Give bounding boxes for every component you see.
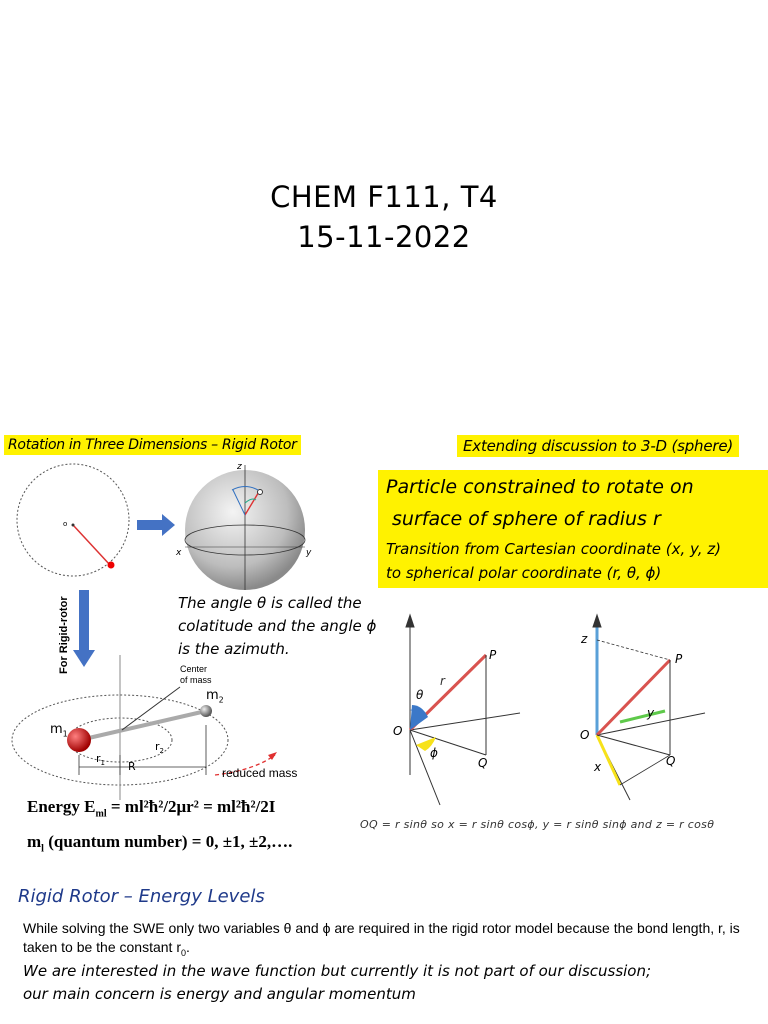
heading-rigid-rotor: Rotation in Three Dimensions – Rigid Rotor [4,435,301,455]
vertical-rigid-rotor-label: For Rigid-rotor [58,596,70,674]
arrow-right-icon [137,514,175,536]
wave-function-note-2: our main concern is energy and angular momentum [23,985,416,1003]
sphere-diagram [185,465,305,590]
diag2-y: y [647,706,655,720]
box-line-4: to spherical polar coordinate (r, θ, ϕ) [386,564,662,582]
slide-title: CHEM F111, T4 [270,180,498,214]
diag2-o: O [580,728,590,742]
diag1-r: r [440,674,445,688]
box-line-3: Transition from Cartesian coordinate (x, y, z) [386,540,722,558]
diag1-theta: θ [416,688,424,702]
diag1-phi: ϕ [430,746,438,760]
sphere-z-label: z [237,462,242,472]
m2-label: $m_2$ [206,688,224,705]
swe-paragraph: While solving the SWE only two variables θ and ϕ are required in the rigid rotor model because the bond length, r, is taken to be the constant $r_0$. [23,920,740,958]
coordinate-diagram-1 [406,615,520,805]
angle-note-2: colatitude and the angle ϕ [178,617,377,635]
slide-date: 15-11-2022 [297,220,471,254]
sphere-x-label: x [176,548,182,558]
big-r-label: R [128,760,136,773]
quantum-number-line: $m_l$ (quantum number) = 0, ±1, ±2,…. [27,832,293,855]
diag1-p: P [489,648,497,662]
box-line-2: surface of sphere of radius r [392,508,661,530]
angle-note-1: The angle θ is called the [178,594,362,612]
m1-label: $m_1$ [50,722,68,739]
diag2-z: z [581,632,588,646]
center-of-mass-label: Center of mass [180,664,212,685]
rigid-rotor-diagrams [0,455,768,855]
reduced-mass-label: reduced mass [222,766,298,780]
arrow-down-icon [73,590,95,667]
origin-label-o: o [63,520,68,528]
diag2-x: x [594,760,602,774]
diag1-o: O [393,724,403,738]
r2-label: $r_2$ [155,740,164,756]
box-line-1: Particle constrained to rotate on [386,476,694,498]
sphere-y-label: y [306,548,312,558]
angle-note-3: is the azimuth. [178,640,290,658]
circle-2d-diagram [17,464,129,576]
diag2-q: Q [666,754,676,768]
oq-equation: OQ = r sinθ so x = r sinθ cosϕ, y = r sinθ sinϕ and z = r cosθ [360,818,715,831]
energy-formula: Energy $E_{ml}$ = ml²ħ²/2μr² = ml²ħ²/2I [27,797,276,820]
energy-levels-heading: Rigid Rotor – Energy Levels [18,886,265,907]
diag1-q: Q [478,756,488,770]
wave-function-note-1: We are interested in the wave function but currently it is not part of our discussion; [23,962,652,980]
diag2-p: P [675,652,683,666]
r1-label: $r_1$ [96,752,105,768]
heading-3d-sphere: Extending discussion to 3-D (sphere) [457,435,739,457]
